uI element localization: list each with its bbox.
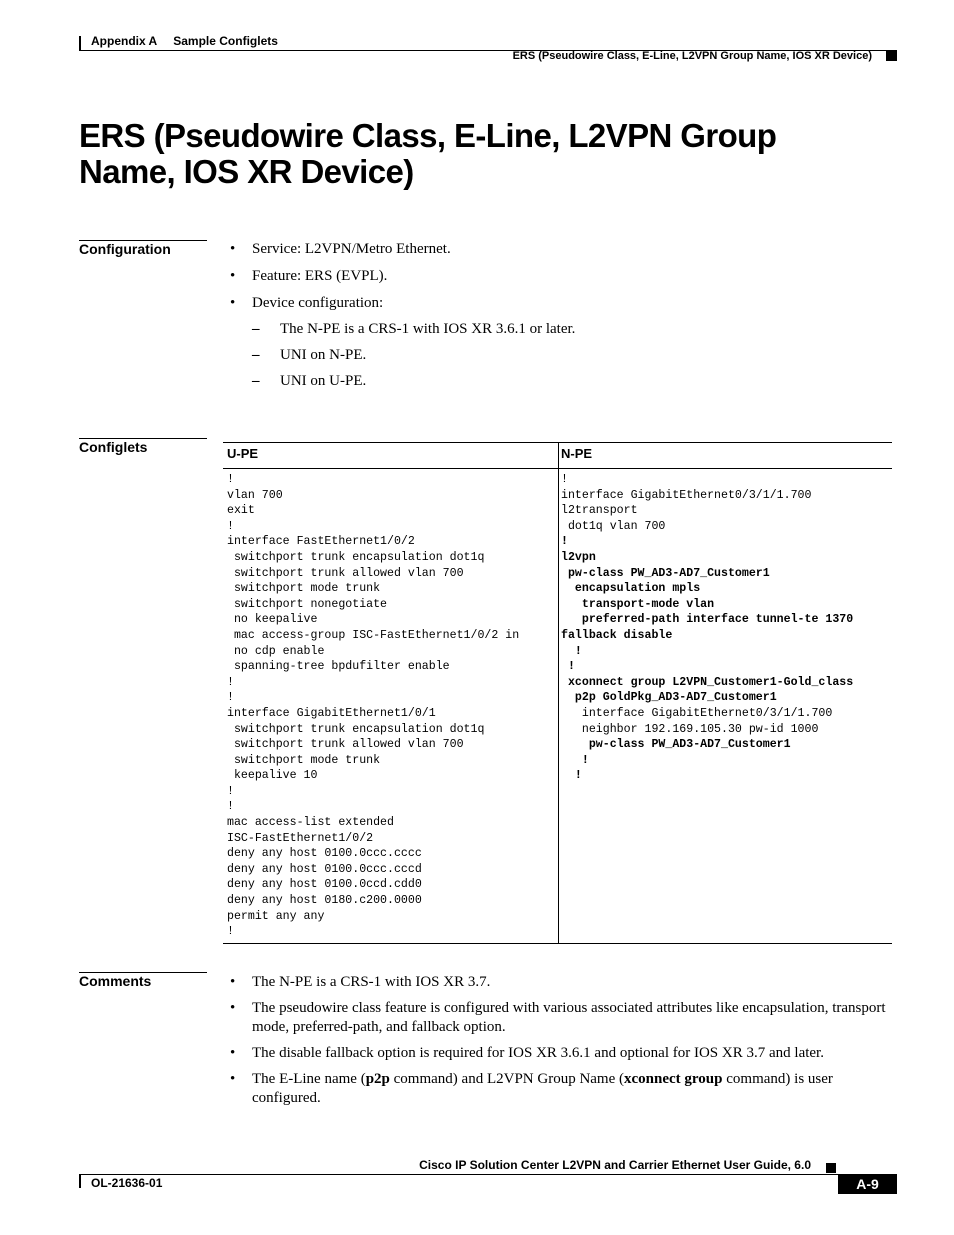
- comment-text-run: command) is user configured.: [252, 1071, 833, 1106]
- upe-code-line: deny any host 0100.0ccc.cccd: [227, 862, 422, 876]
- npe-code-line: transport-mode vlan: [561, 597, 715, 611]
- page-title: ERS (Pseudowire Class, E-Line, L2VPN Group Name, IOS XR Device): [79, 117, 777, 190]
- upe-code-line: mac access-group ISC-FastEthernet1/0/2 in: [227, 628, 520, 642]
- header-rule-left: [79, 36, 81, 50]
- upe-code-line: deny any host 0180.c200.0000: [227, 894, 422, 908]
- upe-configlet-code: [227, 472, 519, 940]
- list-item: • The E-Line name (p2p command) and L2VPN Group Name (xconnect group command) is user configured.: [230, 1071, 833, 1106]
- upe-code-line: !: [227, 800, 234, 814]
- upe-code-line: !: [227, 691, 234, 705]
- list-item: • The N-PE is a CRS-1 with IOS XR 3.7.: [230, 974, 491, 990]
- upe-code-line: no cdp enable: [227, 644, 325, 658]
- upe-code-line: switchport trunk allowed vlan 700: [227, 738, 464, 752]
- upe-code-line: switchport trunk allowed vlan 700: [227, 566, 464, 580]
- npe-configlet-code: [561, 472, 853, 784]
- upe-code-line: mac access-list extended: [227, 816, 394, 830]
- upe-code-line: !: [227, 784, 234, 798]
- npe-code-line: encapsulation mpls: [561, 582, 701, 596]
- npe-code-line: !: [561, 473, 568, 486]
- table-column-divider: [558, 442, 559, 944]
- list-item: • The disable fallback option is required for IOS XR 3.6.1 and optional for IOS XR 3.7 and later.: [230, 1045, 824, 1061]
- upe-code-line: switchport mode trunk: [227, 753, 381, 767]
- npe-code-line: pw-class PW_AD3-AD7_Customer1: [561, 566, 770, 580]
- page-number: A-9: [838, 1175, 897, 1194]
- comment-text-run: p2p: [365, 1071, 390, 1087]
- list-item: – The N-PE is a CRS-1 with IOS XR 3.6.1 or later.: [252, 321, 576, 337]
- npe-code-line: l2transport: [561, 504, 638, 518]
- upe-code-line: deny any host 0100.0ccc.cccc: [227, 847, 422, 861]
- configlets-heading: Configlets: [79, 439, 148, 455]
- configuration-heading: Configuration: [79, 241, 171, 257]
- list-item: – UNI on U-PE.: [252, 373, 367, 389]
- comments-heading: Comments: [79, 973, 152, 989]
- footer-rule-left: [79, 1174, 81, 1188]
- npe-code-line: !: [561, 660, 575, 674]
- footer-marker: [826, 1163, 836, 1173]
- footer-guide-title: Cisco IP Solution Center L2VPN and Carrier Ethernet User Guide, 6.0: [419, 1158, 811, 1172]
- upe-code-line: interface FastEthernet1/0/2: [227, 535, 415, 549]
- upe-code-line: !: [227, 925, 234, 939]
- comment-text-run: The E-Line name (: [252, 1071, 366, 1087]
- upe-code-line: no keepalive: [227, 613, 318, 627]
- npe-code-line: preferred-path interface tunnel-te 1370: [561, 613, 854, 627]
- upe-code-line: exit: [227, 504, 255, 518]
- upe-code-line: deny any host 0100.0ccd.cdd0: [227, 878, 422, 892]
- list-item: – UNI on N-PE.: [252, 347, 367, 363]
- npe-code-line: !: [561, 769, 582, 783]
- header-marker: [886, 51, 897, 61]
- header-appendix: [91, 34, 278, 48]
- comment-text-run: The pseudowire class feature is configured with various associated attributes like encapsulation, transport mode, preferred-path, and fallback option.: [252, 1000, 886, 1035]
- npe-code-line: dot1q vlan 700: [561, 519, 666, 533]
- upe-code-line: !: [227, 473, 234, 486]
- npe-code-line: p2p GoldPkg_AD3-AD7_Customer1: [561, 691, 777, 705]
- list-item: • Feature: ERS (EVPL).: [230, 268, 388, 284]
- npe-code-line: l2vpn: [561, 550, 596, 564]
- comments-list: [230, 973, 890, 1115]
- npe-code-line: neighbor 192.169.105.30 pw-id 1000: [561, 722, 819, 736]
- npe-code-line: interface GigabitEthernet0/3/1/1.700: [561, 706, 833, 720]
- upe-code-line: switchport nonegotiate: [227, 597, 388, 611]
- upe-code-line: permit any any: [227, 909, 325, 923]
- upe-code-line: !: [227, 519, 234, 533]
- device-configuration-sublist: [252, 320, 890, 391]
- upe-code-line: vlan 700: [227, 488, 283, 502]
- footer-doc-number: OL-21636-01: [91, 1176, 163, 1190]
- column-header-upe: U-PE: [227, 446, 259, 461]
- comment-text-run: The disable fallback option is required for IOS XR 3.6.1 and optional for IOS XR 3.7 and later.: [252, 1045, 824, 1061]
- column-header-npe: N-PE: [561, 446, 593, 461]
- upe-code-line: switchport trunk encapsulation dot1q: [227, 722, 485, 736]
- npe-code-line: !: [561, 753, 589, 767]
- upe-code-line: switchport trunk encapsulation dot1q: [227, 550, 485, 564]
- comment-text-run: command) and L2VPN Group Name (: [389, 1071, 625, 1087]
- upe-code-line: !: [227, 675, 234, 689]
- header-section-title: ERS (Pseudowire Class, E-Line, L2VPN Group Name, IOS XR Device): [512, 50, 872, 62]
- upe-code-line: interface GigabitEthernet1/0/1: [227, 706, 436, 720]
- upe-code-line: keepalive 10: [227, 769, 318, 783]
- header-appendix-label: Appendix A: [91, 34, 158, 48]
- npe-code-line: fallback disable: [561, 628, 673, 642]
- footer-rule: [79, 1174, 897, 1175]
- list-item: • The pseudowire class feature is configured with various associated attributes like encapsulation, transport mode, preferred-path, and fallback option.: [230, 1000, 886, 1035]
- list-item: • Service: L2VPN/Metro Ethernet.: [230, 241, 451, 257]
- npe-code-line: !: [561, 535, 568, 549]
- npe-code-line: interface GigabitEthernet0/3/1/1.700: [561, 488, 812, 502]
- upe-code-line: switchport mode trunk: [227, 582, 381, 596]
- list-item: • Device configuration: – The N-PE is a CRS-1 with IOS XR 3.6.1 or later. – UNI on N-PE. – UNI on U-PE.: [230, 294, 890, 391]
- npe-code-line: xconnect group L2VPN_Customer1-Gold_class: [561, 675, 854, 689]
- npe-code-line: !: [561, 644, 582, 658]
- configlets-table: [223, 442, 892, 944]
- comment-text-run: The N-PE is a CRS-1 with IOS XR 3.7.: [252, 974, 491, 990]
- upe-code-line: ISC-FastEthernet1/0/2: [227, 831, 374, 845]
- npe-code-line: pw-class PW_AD3-AD7_Customer1: [561, 738, 791, 752]
- configuration-list: [230, 240, 890, 391]
- upe-code-line: spanning-tree bpdufilter enable: [227, 660, 450, 674]
- comment-text-run: xconnect group: [624, 1071, 723, 1087]
- header-chapter-label: Sample Configlets: [173, 34, 278, 48]
